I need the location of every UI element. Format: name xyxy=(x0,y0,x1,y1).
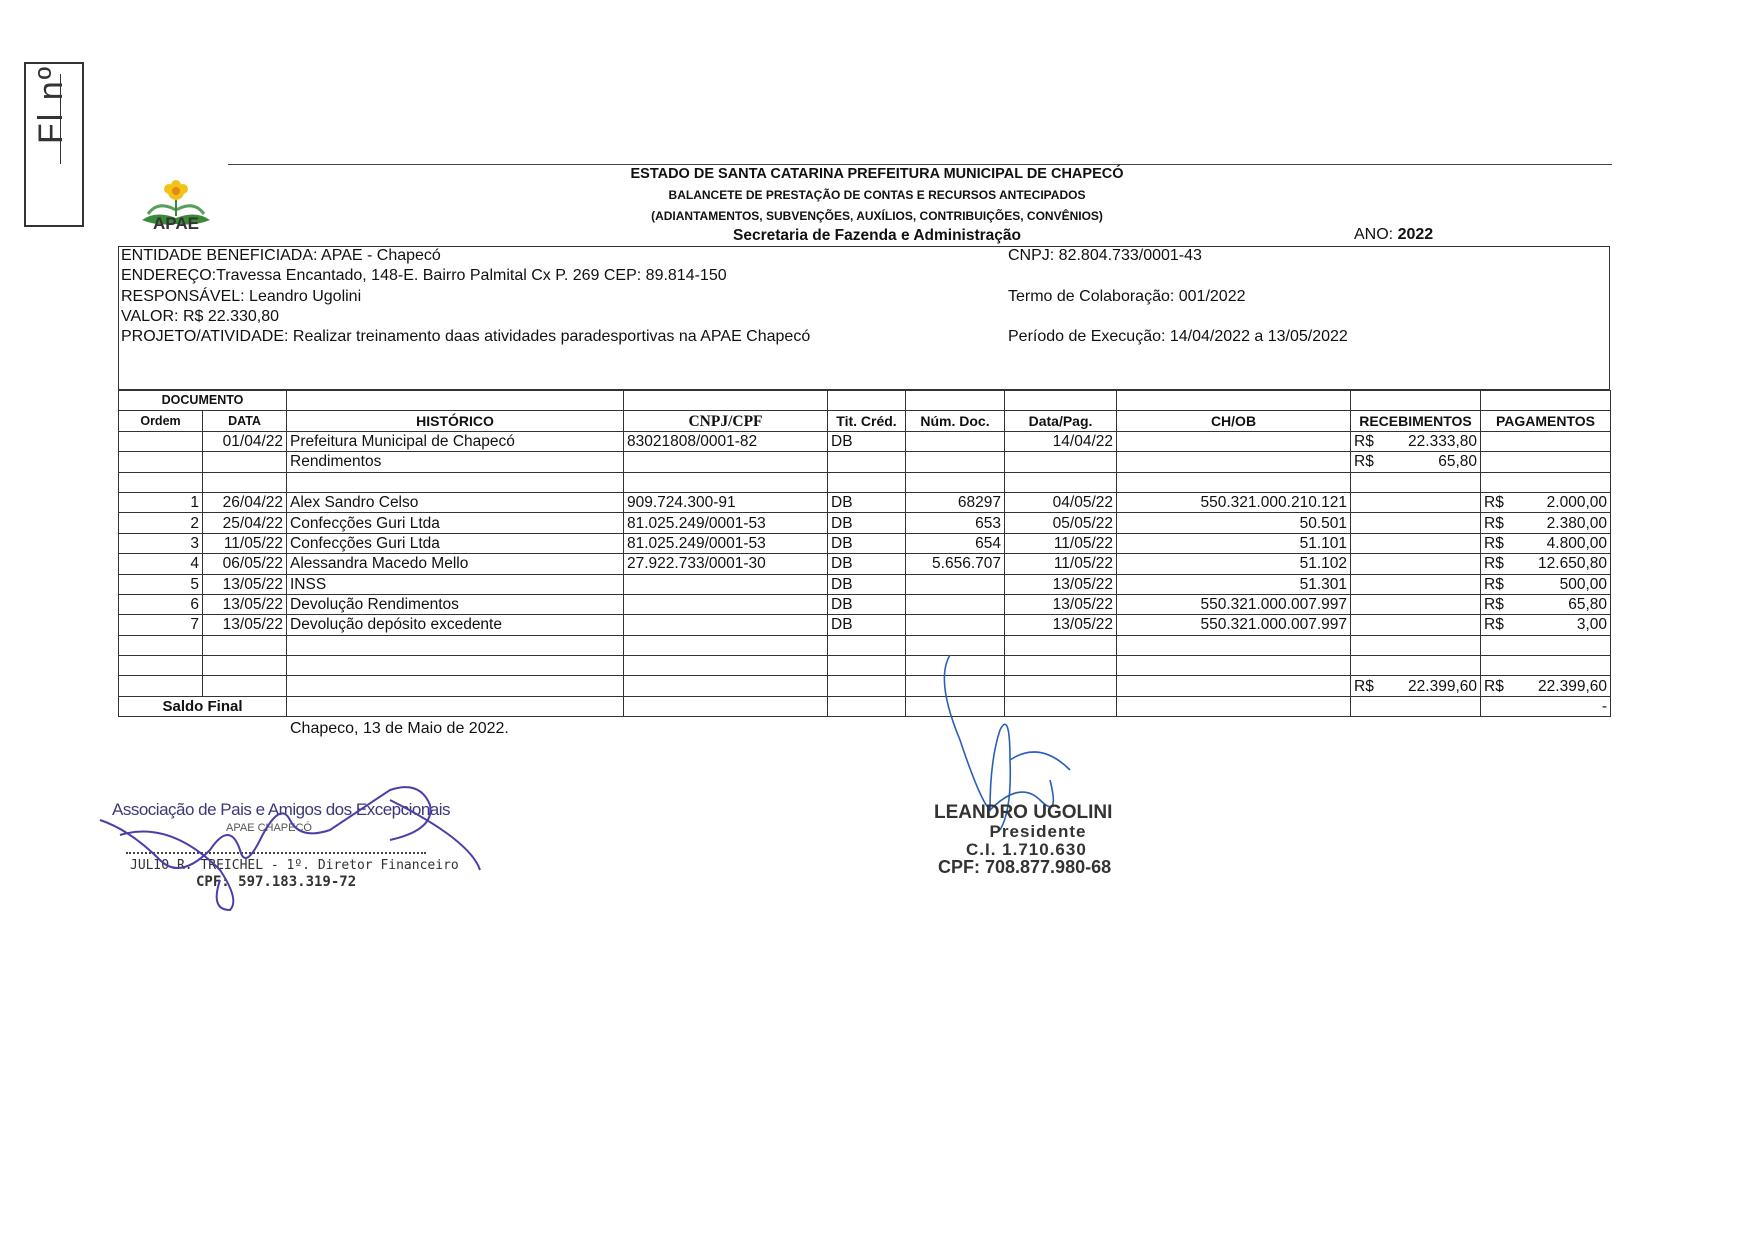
responsavel-text: RESPONSÁVEL: Leandro Ugolini xyxy=(121,288,362,305)
totals-row xyxy=(119,676,1611,696)
col-pag: PAGAMENTOS xyxy=(1481,411,1611,431)
endereco-text: ENDEREÇO:Travessa Encantado, 148-E. Bairro Palmital Cx P. 269 CEP: 89.814-150 xyxy=(121,267,727,284)
cell-historico: Prefeitura Municipal de Chapecó xyxy=(287,431,624,451)
place-date: Chapeco, 13 de Maio de 2022. xyxy=(290,720,509,737)
folio-stamp xyxy=(24,62,84,227)
table-row: 5 13/05/22 INSS DB 13/05/22 51.301 R$ 500,00 xyxy=(119,574,1611,594)
sig-right-ci: C.I. 1.710.630 xyxy=(966,840,1087,859)
saldo-value: - xyxy=(1481,696,1611,716)
table-row: 2 25/04/22 Confecções Guri Ltda 81.025.249/0001-53 DB 653 05/05/22 50.501 R$ 2.380,00 xyxy=(119,513,1611,533)
accounts-table xyxy=(118,390,1611,717)
left-signature-scribble-icon xyxy=(90,760,490,920)
col-ordem: Ordem xyxy=(119,411,203,431)
col-datapag: Data/Pag. xyxy=(1005,411,1117,431)
cell-datapag: 14/04/22 xyxy=(1005,431,1117,451)
header-rule xyxy=(228,164,1612,165)
sig-right-role: Presidente xyxy=(989,822,1087,841)
ano-field xyxy=(1354,226,1433,244)
cell-cnpj: 83021808/0001-82 xyxy=(624,431,828,451)
sig-right-name: LEANDRO UGOLINI xyxy=(934,802,1113,823)
valor-text: VALOR: R$ 22.330,80 xyxy=(121,308,280,325)
ano-value: 2022 xyxy=(1397,226,1434,243)
col-historico: HISTÓRICO xyxy=(287,411,624,431)
saldo-label: Saldo Final xyxy=(119,696,287,716)
cell-data: 01/04/22 xyxy=(203,431,287,451)
total-pag: R$ 22.399,60 xyxy=(1481,676,1611,696)
entidade-text: ENTIDADE BENEFICIADA: APAE - Chapecó xyxy=(121,247,441,264)
table-row: 1 26/04/22 Alex Sandro Celso 909.724.300-91 DB 68297 04/05/22 550.321.000.210.121 R$ 2.000,00 xyxy=(119,492,1611,512)
sig-left-cpf: CPF: 597.183.319-72 xyxy=(196,874,357,890)
table-row: 4 06/05/22 Alessandra Macedo Mello 27.922.733/0001-30 DB 5.656.707 11/05/22 51.102 R$ 12.650,80 xyxy=(119,554,1611,574)
sig-left-org-sub: APAE CHAPECÓ xyxy=(226,822,312,834)
folio-stamp-text: Fl nº xyxy=(32,64,70,144)
table-header-row xyxy=(119,411,1611,431)
table-row xyxy=(119,472,1611,492)
cell-tit: DB xyxy=(828,431,906,451)
header-types: (ADIANTAMENTOS, SUBVENÇÕES, AUXÍLIOS, CONTRIBUIÇÕES, CONVÊNIOS) xyxy=(651,209,1103,223)
header-balancete: BALANCETE DE PRESTAÇÃO DE CONTAS E RECURSOS ANTECIPADOS xyxy=(668,188,1086,202)
sig-left-org: Associação de Pais e Amigos dos Excepcionais xyxy=(112,800,451,819)
col-receb: RECEBIMENTOS xyxy=(1351,411,1481,431)
sig-left-name: JULIO R. TREICHEL - 1º. Diretor Financeiro xyxy=(130,858,459,873)
table-row: 3 11/05/22 Confecções Guri Ltda 81.025.249/0001-53 DB 654 11/05/22 51.101 R$ 4.800,00 xyxy=(119,533,1611,553)
table-row xyxy=(119,656,1611,676)
projeto-text: PROJETO/ATIVIDADE: Realizar treinamento daas atividades paradesportivas na APAE Chapecó xyxy=(121,328,811,345)
table-row xyxy=(119,452,1611,472)
apae-logo-text: APAE xyxy=(153,214,199,233)
col-data: DATA xyxy=(203,411,287,431)
ano-label: ANO: xyxy=(1354,226,1394,243)
cnpj-text: CNPJ: 82.804.733/0001-43 xyxy=(1008,247,1202,264)
col-tit: Tit. Créd. xyxy=(828,411,906,431)
col-num: Núm. Doc. xyxy=(906,411,1005,431)
header-state: ESTADO DE SANTA CATARINA PREFEITURA MUNICIPAL DE CHAPECÓ xyxy=(630,166,1124,182)
termo-text: Termo de Colaboração: 001/2022 xyxy=(1008,288,1246,305)
col-chob: CH/OB xyxy=(1117,411,1351,431)
table-row: 7 13/05/22 Devolução depósito excedente DB 13/05/22 550.321.000.007.997 R$ 3,00 xyxy=(119,615,1611,635)
col-cnpj: CNPJ/CPF xyxy=(624,411,828,431)
cell-receb: R$ 22.333,80 xyxy=(1351,431,1481,451)
periodo-text: Período de Execução: 14/04/2022 a 13/05/2022 xyxy=(1008,328,1348,345)
saldo-row xyxy=(119,696,1611,716)
table-row xyxy=(119,431,1611,451)
table-row xyxy=(119,391,1611,411)
cell-receb: R$ 65,80 xyxy=(1351,452,1481,472)
table-row xyxy=(119,635,1611,655)
documento-header: DOCUMENTO xyxy=(119,391,287,411)
cell-historico: Rendimentos xyxy=(287,452,624,472)
table-row: 6 13/05/22 Devolução Rendimentos DB 13/05/22 550.321.000.007.997 R$ 65,80 xyxy=(119,594,1611,614)
sig-right-cpf: CPF: 708.877.980-68 xyxy=(938,857,1112,877)
header-secretaria: Secretaria de Fazenda e Administração xyxy=(732,227,1021,244)
total-receb: R$ 22.399,60 xyxy=(1351,676,1481,696)
